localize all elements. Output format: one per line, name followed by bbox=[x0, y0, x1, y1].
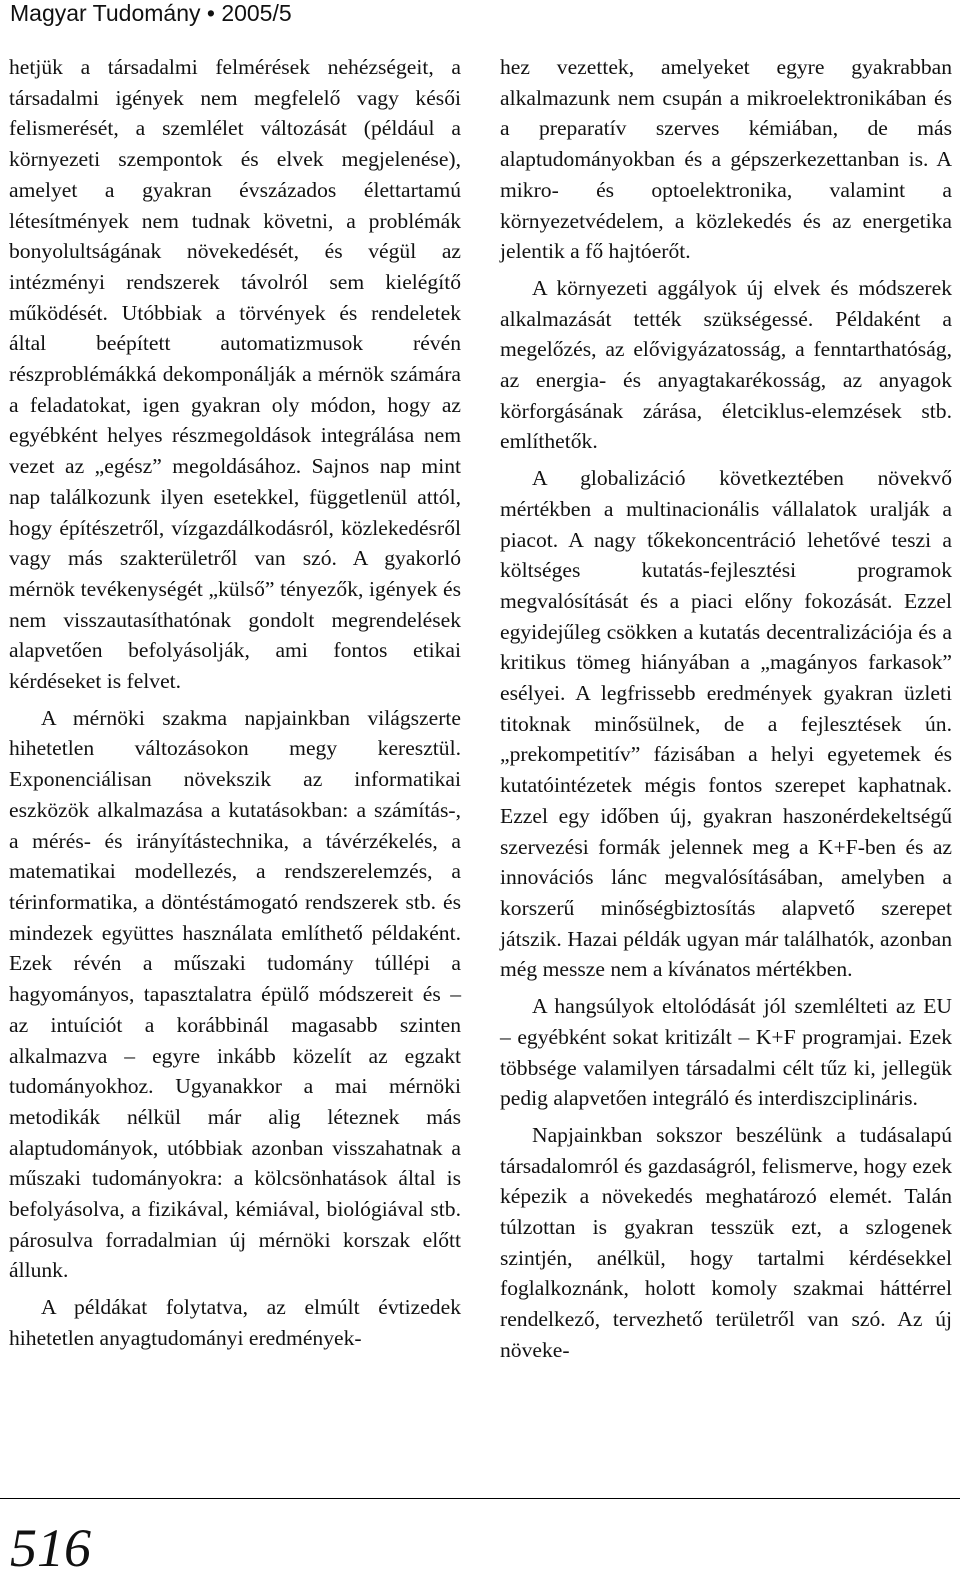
page-number: 516 bbox=[10, 1518, 91, 1578]
left-column bbox=[9, 52, 461, 1354]
footer-rule bbox=[0, 1498, 960, 1499]
body-paragraph: A példákat folytatva, az elmúlt évtizedek hihetetlen anyagtudományi eredmények- bbox=[9, 1295, 461, 1350]
body-paragraph: A hangsúlyok eltolódását jól szemlélteti az EU – egyébként sokat kritizált – K+F programjai. Ezek többsége valamilyen társadalmi célt tűz ki, jellegük pedig alapvetően integráló és interdiszciplináris. bbox=[500, 994, 952, 1111]
running-header: Magyar Tudomány • 2005/5 bbox=[10, 0, 292, 26]
right-column bbox=[500, 52, 952, 1366]
body-paragraph: A globalizáció következtében növekvő mértékben a multinacionális vállalatok uralják a piacot. A nagy tőkekoncentráció lehetővé teszi a költséges kutatás-fejlesztési programok megvalósítását és a piaci előny fokozását. Ezzel egyidejűleg csökken a kutatás decentralizációja és a kritikus tömeg hiányában a „magányos farkasok” esélyei. A legfrissebb eredmények gyakran üzleti titoknak minősülnek, de a fejlesztések ún. „prekompetitív” fázisában a helyi egyetemek és kutatóintézetek mégis fontos szerepet kaphatnak. Ezzel egy időben új, gyakran haszonérdekeltségű szervezési formák jelennek meg a K+F-ben és az innovációs lánc megvalósításában, amelyben a korszerű minőségbiztosítás alapvető szerepet játszik. Hazai példák ugyan már találhatók, azonban még messze nem a kívánatos mértékben. bbox=[500, 466, 952, 982]
body-paragraph: A környezeti aggályok új elvek és módszerek alkalmazását tették szükségessé. Példaként a megelőzés, az elővigyázatosság, a fenntarthatóság, az energia- és anyagtakarékosság, az anyagok körforgásának zárása, életciklus-elemzések stb. említhetők. bbox=[500, 275, 952, 454]
body-paragraph: Napjainkban sokszor beszélünk a tudásalapú társadalomról és gazdaságról, felismerve, hogy ezek képezik a növekedés meghatározó elemét. Talán túlzottan is gyakran tesszük ezt, a szlogenek szintjén, anélkül, hogy tartalmi kérdésekkel foglalkoznánk, holott komoly szakmai háttérrel rendelkező, tervezhető területről van szó. Az új növeke- bbox=[500, 1122, 952, 1362]
body-paragraph: hez vezettek, amelyeket egyre gyakrabban alkalmazunk nem csupán a mikroelektronikában és a preparatív szerves kémiában, de más alaptudományokban és a gépszerkezettanban is. A mikro- és optoelektronika, valamint a környezetvédelem, a közlekedés és az energetika jelentik a fő hajtóerőt. bbox=[500, 55, 952, 264]
body-paragraph: A mérnöki szakma napjainkban világszerte hihetetlen változásokon megy keresztül. Exponenciálisan növekszik az informatikai eszközök alkalmazása a kutatásokban: a számítás-, a mérés- és irányítástechnika, a távérzékelés, a matematikai modellezés, a rendszerelemzés, a térinformatika, a döntéstámogató rendszerek stb. és mindezek együttes használata említhető példaként. Ezek révén a műszaki tudomány túllépi a hagyományos, tapasztalatra épülő módszereit és – az intuíciót a korábbinál magasabb szinten alkalmazva – egyre inkább közelít az egzakt tudományokhoz. Ugyanakkor a mai mérnöki metodikák nélkül már alig léteznek más alaptudományok, utóbbiak azonban visszahatnak a műszaki tudományokra: a kölcsönhatások által is befolyásolva, a fizikával, kémiával, biológiával stb. párosulva forradalmian új mérnöki korszak előtt állunk. bbox=[9, 705, 461, 1283]
body-paragraph: hetjük a társadalmi felmérések nehézségeit, a társadalmi igények nem megfelelő vagy késői felismerését, a szemlélet változását (például a környezeti szempontok és elvek megjelenése), amelyet a gyakran évszázados élettartamú létesítmények nem tudnak követni, a problémák bonyolultságának növekedését, és végül az intézményi rendszerek távolról sem kielégítő működését. Utóbbiak a törvények és rendeletek által beépített automatizmusok révén részproblémákká dekomponálják a mérnök számára a feladatokat, igen gyakran oly módon, hogy az egyébként helyes részmegoldások integrálása nem vezet az „egész” megoldásához. Sajnos nap mint nap találkozunk ilyen esetekkel, függetlenül attól, hogy építészetről, vízgazdálkodásról, közlekedésről vagy más szakterületről van szó. A gyakorló mérnök tevékenységét „külső” tényezők, igények és nem visszautasíthatónak gondolt megrendelések alapvetően befolyásolják, ami fontos etikai kérdéseket is felvet. bbox=[9, 55, 461, 694]
